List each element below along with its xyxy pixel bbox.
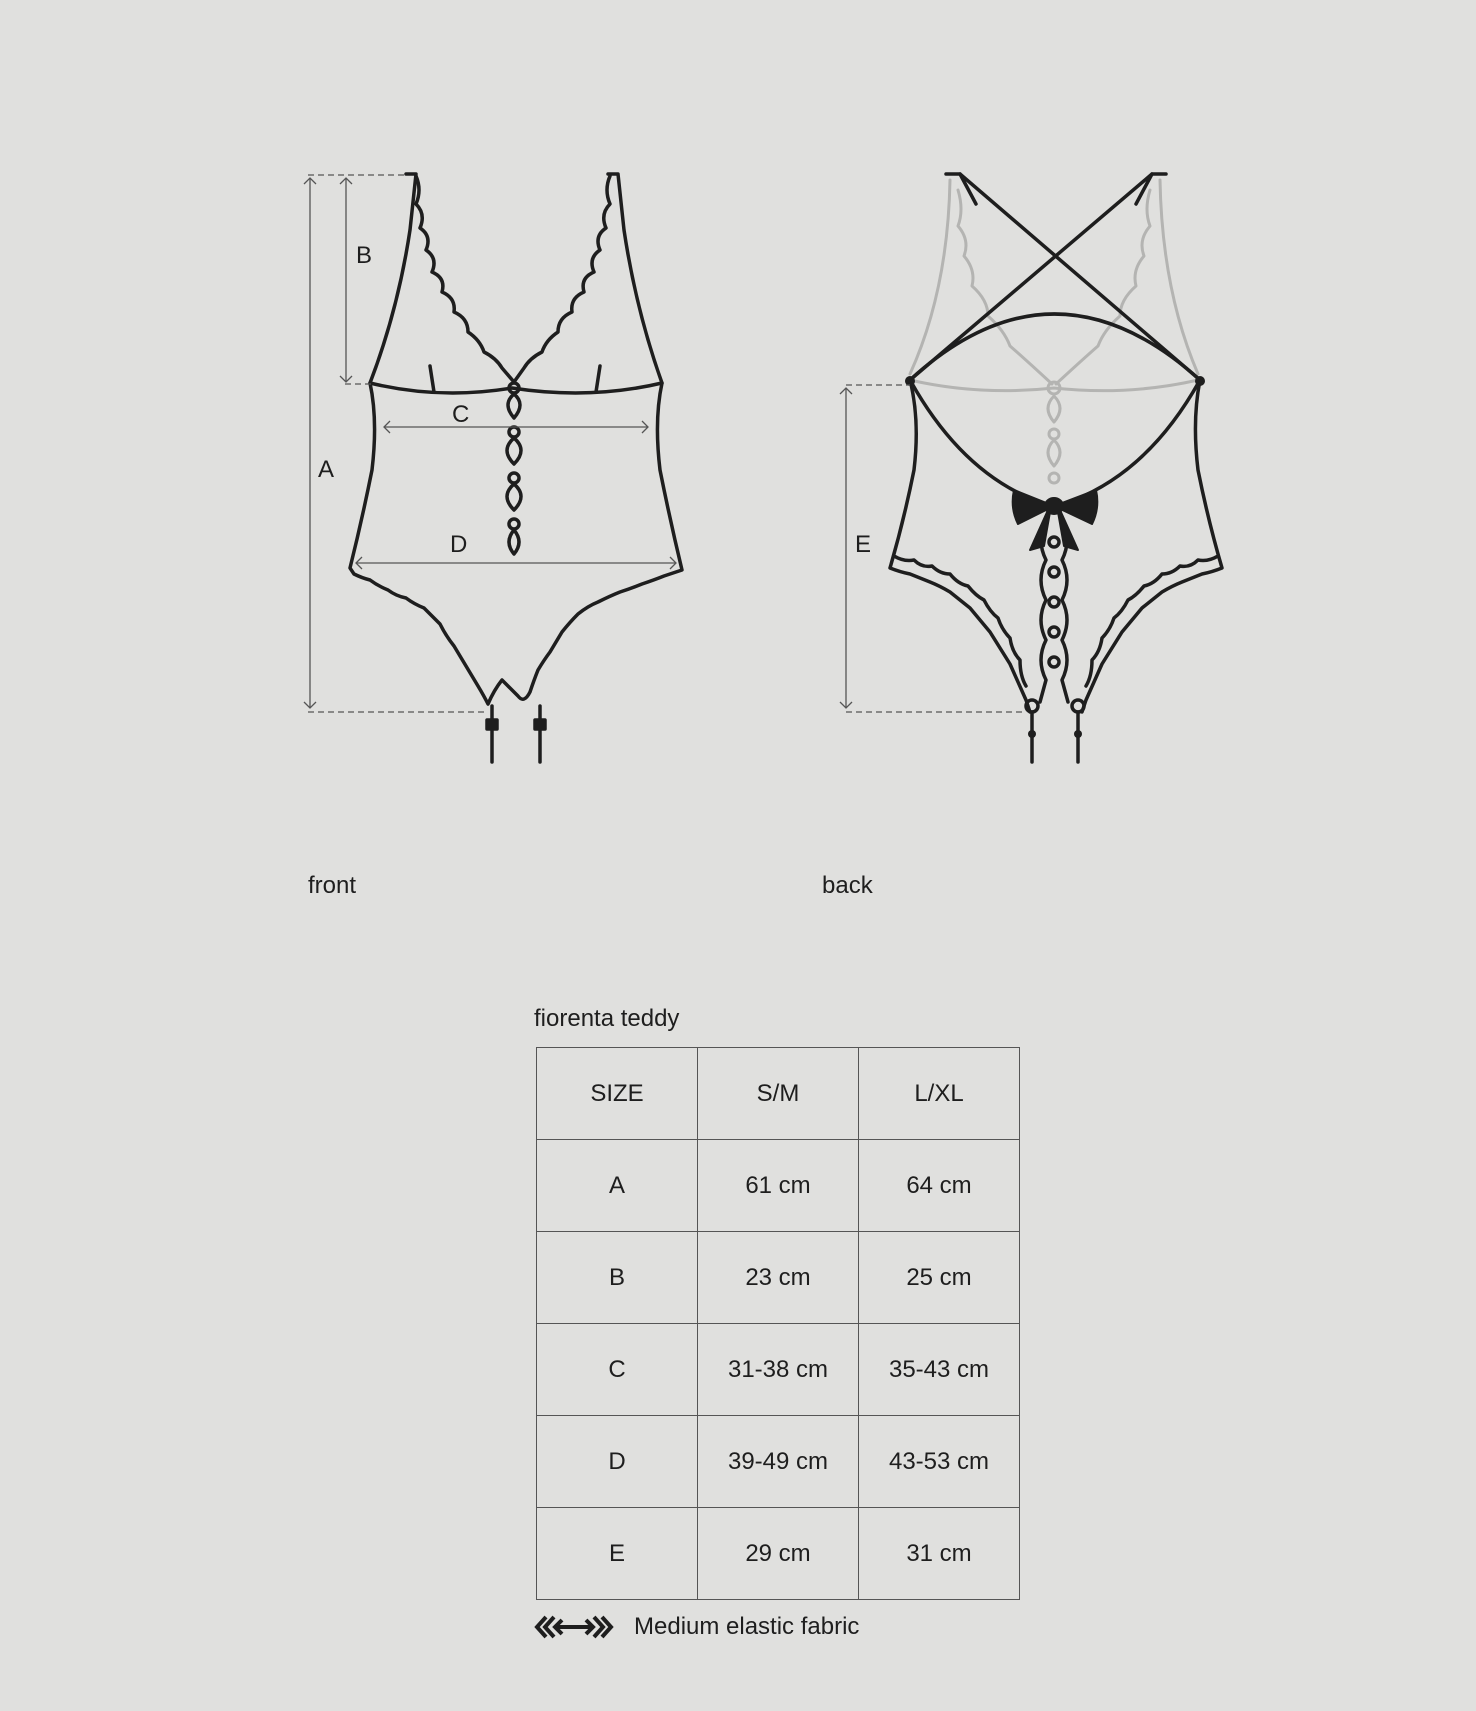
dimension-label-d: D	[450, 531, 468, 558]
back-measurements	[846, 385, 1024, 712]
dimension-label-a: A	[318, 456, 335, 483]
table-cell: 29 cm	[698, 1508, 859, 1600]
table-cell: 31 cm	[859, 1508, 1020, 1600]
table-row	[537, 1508, 1020, 1600]
table-cell: D	[537, 1416, 698, 1508]
table-title: fiorenta teddy	[534, 1005, 680, 1032]
table-cell: C	[537, 1324, 698, 1416]
table-cell: 61 cm	[698, 1140, 859, 1232]
dimension-label-c: C	[452, 401, 470, 428]
table-row	[537, 1232, 1020, 1324]
front-view	[350, 174, 682, 762]
table-row	[537, 1140, 1020, 1232]
fabric-note	[534, 1612, 859, 1642]
table-cell: 64 cm	[859, 1140, 1020, 1232]
table-cell: 25 cm	[859, 1232, 1020, 1324]
table-cell: 23 cm	[698, 1232, 859, 1324]
table-cell: 43-53 cm	[859, 1416, 1020, 1508]
dimension-label-b: B	[356, 242, 373, 269]
stretch-arrows-icon	[534, 1614, 614, 1640]
fabric-label: Medium elastic fabric	[634, 1613, 860, 1640]
bow-icon	[1013, 490, 1098, 550]
table-cell: A	[537, 1140, 698, 1232]
table-cell: 39-49 cm	[698, 1416, 859, 1508]
table-cell: B	[537, 1232, 698, 1324]
front-view-label: front	[308, 872, 357, 899]
table-cell: E	[537, 1508, 698, 1600]
table-row	[537, 1416, 1020, 1508]
table-header-cell: SIZE	[537, 1048, 698, 1140]
dimension-label-e: E	[855, 531, 872, 558]
back-view	[890, 174, 1222, 762]
table-cell: 35-43 cm	[859, 1324, 1020, 1416]
table-row	[537, 1324, 1020, 1416]
table-header-cell: S/M	[698, 1048, 859, 1140]
table-cell: 31-38 cm	[698, 1324, 859, 1416]
table-header-row	[537, 1048, 1020, 1140]
table-header-cell: L/XL	[859, 1048, 1020, 1140]
back-view-label: back	[822, 872, 873, 899]
size-table	[536, 1047, 1020, 1600]
